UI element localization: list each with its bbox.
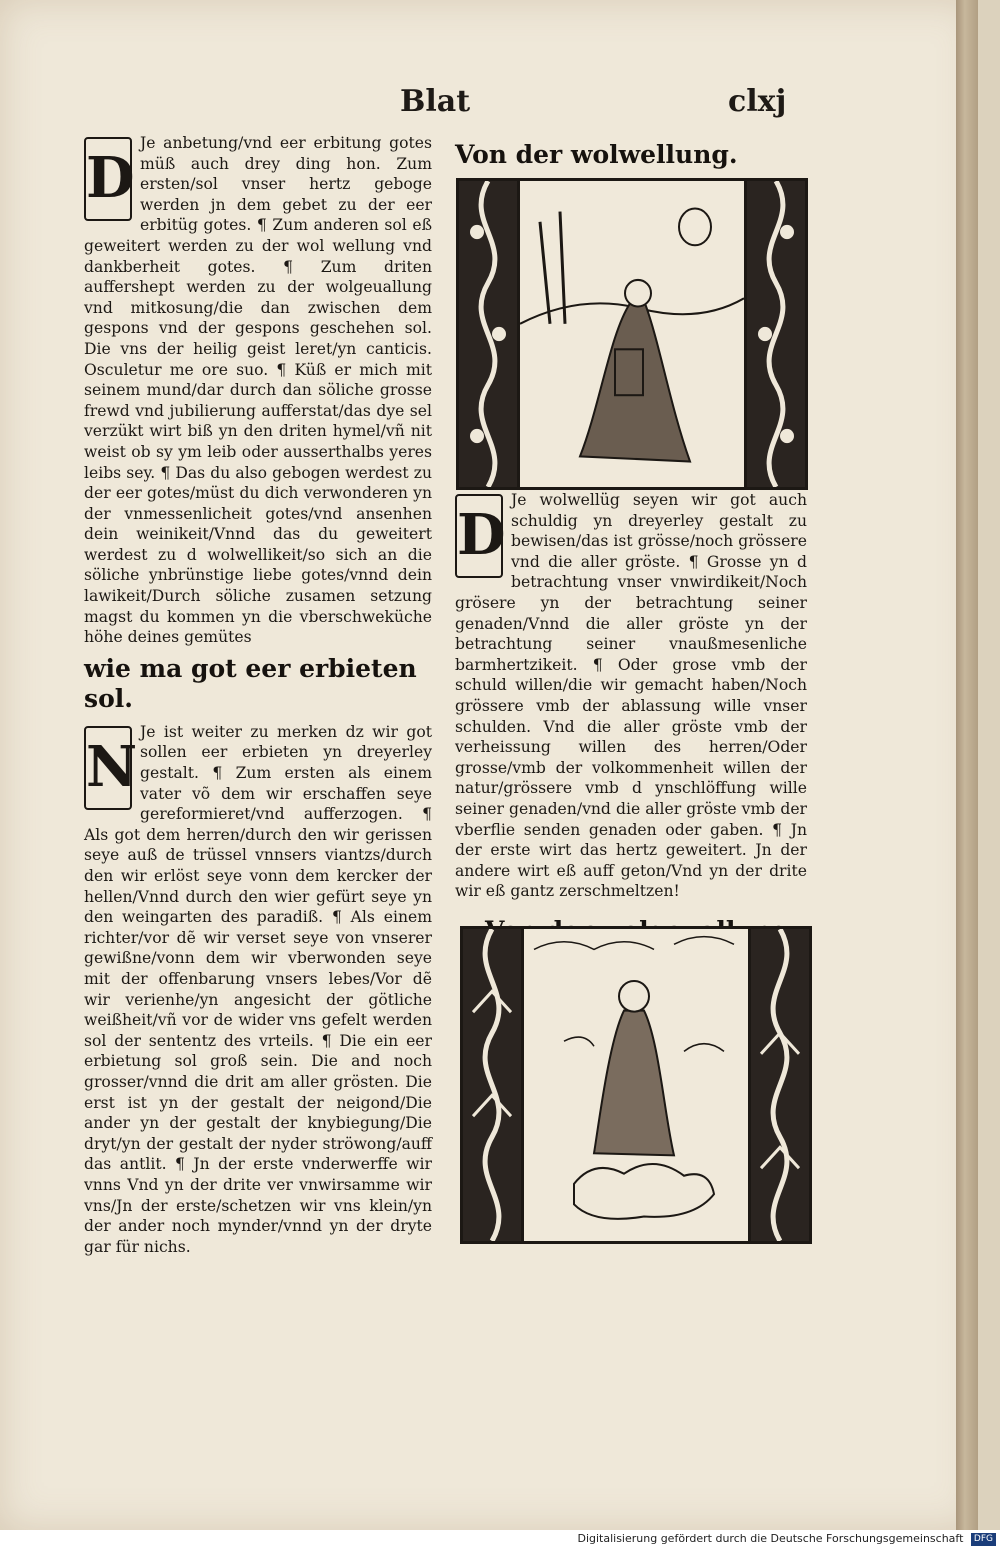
footer-credit: Digitalisierung gefördert durch die Deutsche Forschungsgemeinschaft bbox=[577, 1532, 964, 1545]
dfg-logo: DFG bbox=[971, 1533, 996, 1546]
paragraph-text: Je anbetung/vnd eer erbitung gotes müß auch drey ding hon. Zum ersten/sol vnser hertz geboge werden jn dem gebet zu der eer erbitüg gotes. ¶ Zum anderen sol eß geweitert werden zu der wol wellung vnd dankberheit gotes. ¶ Zum driten auffershept werden zu der wolgeuallung vnd mitkosung/die dan zwischen dem gespons vnd der gespons geschehen sol. Die vns der heilig geist leret/yn canticis. Osculetur me ore suo. ¶ Küß er mich mit seinem mund/dar durch dan söliche grosse frewd vnd jubilierung aufferstat/das dye sel verzükt wirt biß yn den driten hymel/vñ nit weist ob sy ym leib oder ausserthalbs yeres leibs sey. ¶ Das du also gebogen werdest zu der eer gotes/müst du dich verwonderen yn der vnmessenlicheit gotes/vnd ansenhen dein weinikeit/Vnnd das du geweitert werdest zu d wolwellikeit/so sich an die söliche ynbrünstige liebe gotes/vnnd dein lawikeit/Durch söliche zusamen setzung magst du kommen yn die vberschweküche höhe deines gemütes bbox=[84, 134, 432, 647]
floral-border bbox=[459, 181, 517, 487]
left-column bbox=[84, 133, 432, 1257]
decorated-initial: D bbox=[455, 494, 503, 578]
running-head-left: Blat bbox=[400, 84, 471, 119]
right-column bbox=[455, 134, 807, 178]
page-edge bbox=[956, 0, 978, 1530]
floral-border bbox=[463, 929, 521, 1241]
scene-figure-on-cloud bbox=[521, 929, 751, 1241]
section-heading: Von der wolwellung. bbox=[455, 140, 738, 169]
paragraph-benevolence bbox=[455, 490, 807, 902]
floral-border bbox=[751, 929, 809, 1241]
paragraph-text: Je ist weiter zu merken dz wir got sollen eer erbieten yn dreyerley gestalt. ¶ Zum ersten als einem vater võ dem wir erschaffen seye gereformieret/vnd aufferzogen. ¶ Als got dem herren/durch den wir gerissen seye auß de trüssel vnnsers viantzs/durch den wir erlöst seye vonn dem kercker der hellen/Vnnd durch den wier gefürt seye yn den weingarten des paradiß. ¶ Als einem richter/vor dẽ wir verset seye von vnserer gewißne/vonn dem wir vberwonden seye mit der offenbarung vnsers lebes/Vor dẽ wir verienhe/yn angesicht der götliche weißheit/vñ vor de wider vns gefelt werden sol der sententz des vrteils. ¶ Die ein eer erbietung sol groß sein. Die and noch grosser/vnnd die drit am aller grösten. Die erst ist yn der gestalt der neigond/Die ander yn der gestalt der knybiegung/Die dryt/yn der gestalt der nyder ströwong/auff das antlit. ¶ Jn der erste vnderwerffe wir vnns Vnd yn der drite ver vnwirsamme wir vns/Jn der erste/schetzen wir vns klein/yn der ander noch mynder/vnnd yn der dryte gar für nichs. bbox=[84, 722, 432, 1256]
decorated-initial: N bbox=[84, 726, 132, 810]
section-heading: wie ma got eer erbieten sol. bbox=[84, 653, 417, 713]
paragraph-adoration bbox=[84, 133, 432, 648]
woodcut-praying-figure bbox=[460, 926, 812, 1244]
paragraph-text: Je wolwellüg seyen wir got auch schuldig yn dreyerley gestalt zu bewisen/das ist grösse/noch grössere vnd die aller gröste. ¶ Grosse yn d betrachtung vnser vnwirdikeit/Noch grösere yn der betrachtung seiner genaden/Vnnd die aller gröste yn der betrachtung seiner vnaußmesenliche barmhertzikeit. ¶ Oder grose vmb der schuld willen/die wir gemacht haben/Noch grössere vmb der ablassung wille vnser schulden. Vnd die aller gröste vmb der verheissung willen des herren/Oder grosse/vmb der volkommenheit willen der natur/grössere vmb d ynschlöffung wille seiner genaden/vnd die aller gröste vmb der vberflie senden genaden oder gaben. ¶ Jn der erste wirt das hertz geweitert. Jn der andere wirt eß auff geton/Vnd yn der drite wir eß gantz zerschmeltzen! bbox=[455, 491, 807, 901]
right-column-text bbox=[455, 490, 807, 954]
scene-praying-king bbox=[517, 181, 747, 487]
decorated-initial: D bbox=[84, 137, 132, 221]
woodcut-king-david bbox=[456, 178, 808, 490]
floral-border bbox=[747, 181, 805, 487]
paragraph-honor bbox=[84, 722, 432, 1257]
digitization-footer bbox=[0, 1530, 1000, 1547]
folio-number: clxj bbox=[728, 84, 787, 119]
